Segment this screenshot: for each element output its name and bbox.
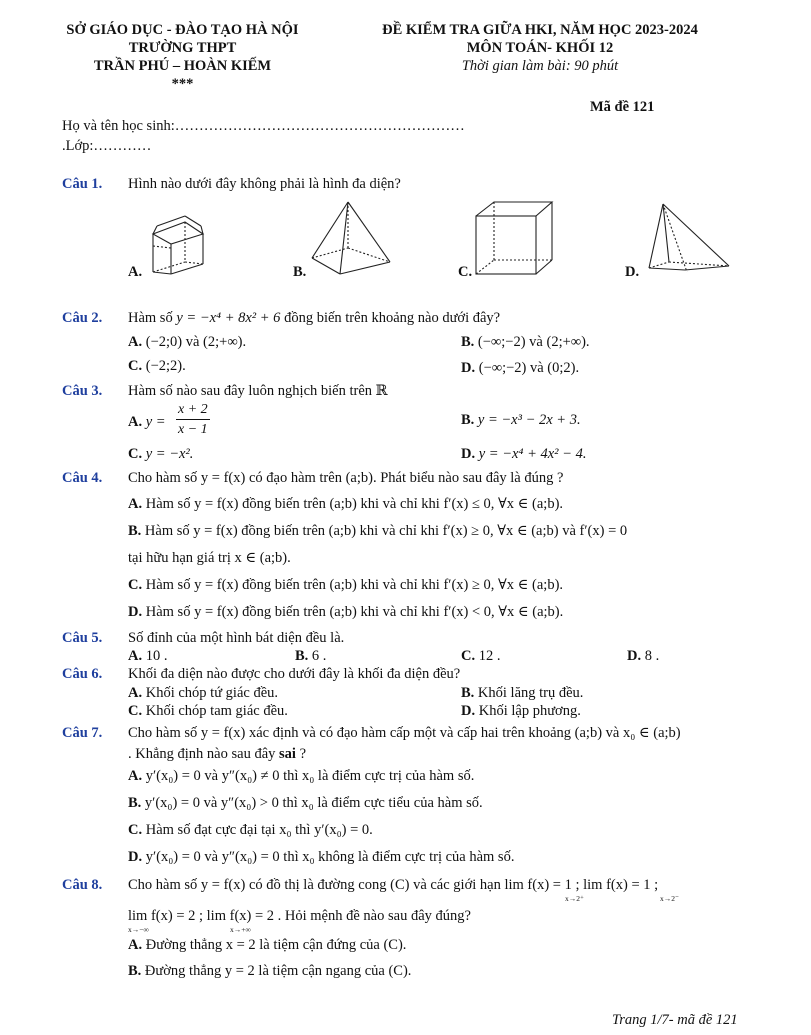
q6-option-c: C. Khối chóp tam giác đều. <box>128 703 288 719</box>
question-3-text: Hàm số nào sau đây luôn nghịch biến trên ℝ <box>128 383 388 399</box>
q8-limit-sub-2: x→2⁻ <box>660 894 679 903</box>
q4-option-b: B. Hàm số y = f(x) đồng biến trên (a;b) khi và chỉ khi f′(x) ≥ 0, ∀x ∈ (a;b) và f′(x) = 0 <box>128 523 628 539</box>
q7-option-c: C. Hàm số đạt cực đại tại x₀ thì y′(x₀) = 0. <box>128 822 373 838</box>
page-footer: Trang 1/7- mã đề 121 <box>612 1012 738 1028</box>
q8-option-b: B. Đường thẳng y = 2 là tiệm cận ngang của (C). <box>128 963 412 979</box>
q2-option-a: A. (−2;0) và (2;+∞). <box>128 334 247 350</box>
q7-keyword-sai: sai <box>279 746 296 762</box>
q5-option-b: B. 6 . <box>295 648 327 664</box>
exam-duration: Thời gian làm bài: 90 phút <box>461 58 619 74</box>
question-8-number: Câu 8. <box>62 877 103 893</box>
header-school-line2: TRẦN PHÚ – HOÀN KIẾM <box>93 58 272 74</box>
question-1-text: Hình nào dưới đây không phải là hình đa diện? <box>128 176 401 192</box>
q2-option-b: B. (−∞;−2) và (2;+∞). <box>461 334 590 350</box>
q7-option-a: A. y′(x₀) = 0 và y″(x₀) ≠ 0 thì x₀ là điểm cực trị của hàm số. <box>128 768 475 784</box>
q3-fraction-denominator: x − 1 <box>178 422 208 437</box>
q6-option-d: D. Khối lập phương. <box>461 703 581 719</box>
exam-code: Mã đề 121 <box>590 99 655 115</box>
question-4-text: Cho hàm số y = f(x) có đạo hàm trên (a;b). Phát biểu nào sau đây là đúng ? <box>128 470 564 486</box>
q7-option-d: D. y′(x₀) = 0 và y″(x₀) = 0 thì x₀ không là điểm cực trị của hàm số. <box>128 849 515 865</box>
header-school-line1: TRƯỜNG THPT <box>128 40 237 56</box>
q8-option-a: A. Đường thẳng x = 2 là tiệm cận đứng của (C). <box>128 937 407 953</box>
q4-option-a: A. Hàm số y = f(x) đồng biến trên (a;b) khi và chỉ khi f′(x) ≤ 0, ∀x ∈ (a;b). <box>128 496 564 512</box>
q1-figure-c <box>474 200 559 280</box>
q5-option-d: D. 8 . <box>627 648 660 664</box>
question-7-text: Cho hàm số y = f(x) xác định và có đạo hàm cấp một và cấp hai trên khoảng (a;b) và x₀ ∈ (a;b) <box>128 725 681 741</box>
question-3-number: Câu 3. <box>62 383 103 399</box>
q6-option-a: A. Khối chóp tứ giác đều. <box>128 685 279 701</box>
q3-option-b: B. y = −x³ − 2x + 3. <box>461 412 581 428</box>
student-name-field: Họ và tên học sinh:…………………………………………………… <box>62 118 465 134</box>
q4-option-c: C. Hàm số y = f(x) đồng biến trên (a;b) khi và chỉ khi f′(x) ≥ 0, ∀x ∈ (a;b). <box>128 577 564 593</box>
q3-option-a: A. y = <box>128 414 166 430</box>
question-7-text-cont: . Khẳng định nào sau đây sai ? <box>128 746 306 762</box>
q8-limit-sub-4: x→+∞ <box>230 925 251 934</box>
q1-option-d-label: D. <box>625 264 640 280</box>
question-8-text-cont: lim f(x) = 2 ; lim f(x) = 2 . Hỏi mệnh đề nào sau đây đúng? <box>128 908 471 924</box>
exam-subject: MÔN TOÁN- KHỐI 12 <box>466 40 614 56</box>
q5-option-c: C. 12 . <box>461 648 501 664</box>
question-6-number: Câu 6. <box>62 666 103 682</box>
question-1-number: Câu 1. <box>62 176 103 192</box>
q3-option-d: D. y = −x⁴ + 4x² − 4. <box>461 446 587 462</box>
student-class-field: .Lớp:………… <box>62 138 152 154</box>
q1-option-c-label: C. <box>458 264 473 280</box>
q2-function: y = −x⁴ + 8x² + 6 <box>176 310 281 326</box>
q1-figure-d <box>643 200 733 280</box>
q3-fraction-numerator: x + 2 <box>176 402 210 420</box>
q2-option-c: C. (−2;2). <box>128 358 186 374</box>
header-department: SỞ GIÁO DỤC - ĐÀO TẠO HÀ NỘI <box>66 22 299 38</box>
question-5-number: Câu 5. <box>62 630 103 646</box>
question-2-text <box>128 310 500 327</box>
q1-figure-b <box>310 200 395 280</box>
q8-limit-sub-3: x→−∞ <box>128 925 149 934</box>
exam-title: ĐỀ KIỂM TRA GIỮA HKI, NĂM HỌC 2023-2024 <box>382 22 698 38</box>
q1-option-a-label: A. <box>128 264 143 280</box>
q5-option-a: A. 10 . <box>128 648 168 664</box>
q7-option-b: B. y′(x₀) = 0 và y″(x₀) > 0 thì x₀ là điểm cực tiểu của hàm số. <box>128 795 483 811</box>
q4-option-d: D. Hàm số y = f(x) đồng biến trên (a;b) khi và chỉ khi f′(x) < 0, ∀x ∈ (a;b). <box>128 604 564 620</box>
q2-pre: Hàm số <box>128 310 173 326</box>
q8-limit-sub-1: x→2⁺ <box>565 894 584 903</box>
q2-option-d: D. (−∞;−2) và (0;2). <box>461 360 580 376</box>
question-5-text: Số đỉnh của một hình bát diện đều là. <box>128 630 345 646</box>
header-stars: *** <box>171 76 194 92</box>
q1-figure-a <box>145 212 215 278</box>
question-6-text: Khối đa diện nào được cho dưới đây là khối đa diện đều? <box>128 666 461 682</box>
question-2-number: Câu 2. <box>62 310 103 326</box>
q2-post: đồng biến trên khoảng nào dưới đây? <box>284 310 501 326</box>
question-7-number: Câu 7. <box>62 725 103 741</box>
q1-option-b-label: B. <box>293 264 307 280</box>
question-8-text: Cho hàm số y = f(x) có đồ thị là đường cong (C) và các giới hạn lim f(x) = 1 ; lim f(x) = 1 ; <box>128 877 659 893</box>
q4-option-b-cont: tại hữu hạn giá trị x ∈ (a;b). <box>128 550 291 566</box>
q6-option-b: B. Khối lăng trụ đều. <box>461 685 584 701</box>
q3-option-c: C. y = −x². <box>128 446 194 462</box>
question-4-number: Câu 4. <box>62 470 103 486</box>
